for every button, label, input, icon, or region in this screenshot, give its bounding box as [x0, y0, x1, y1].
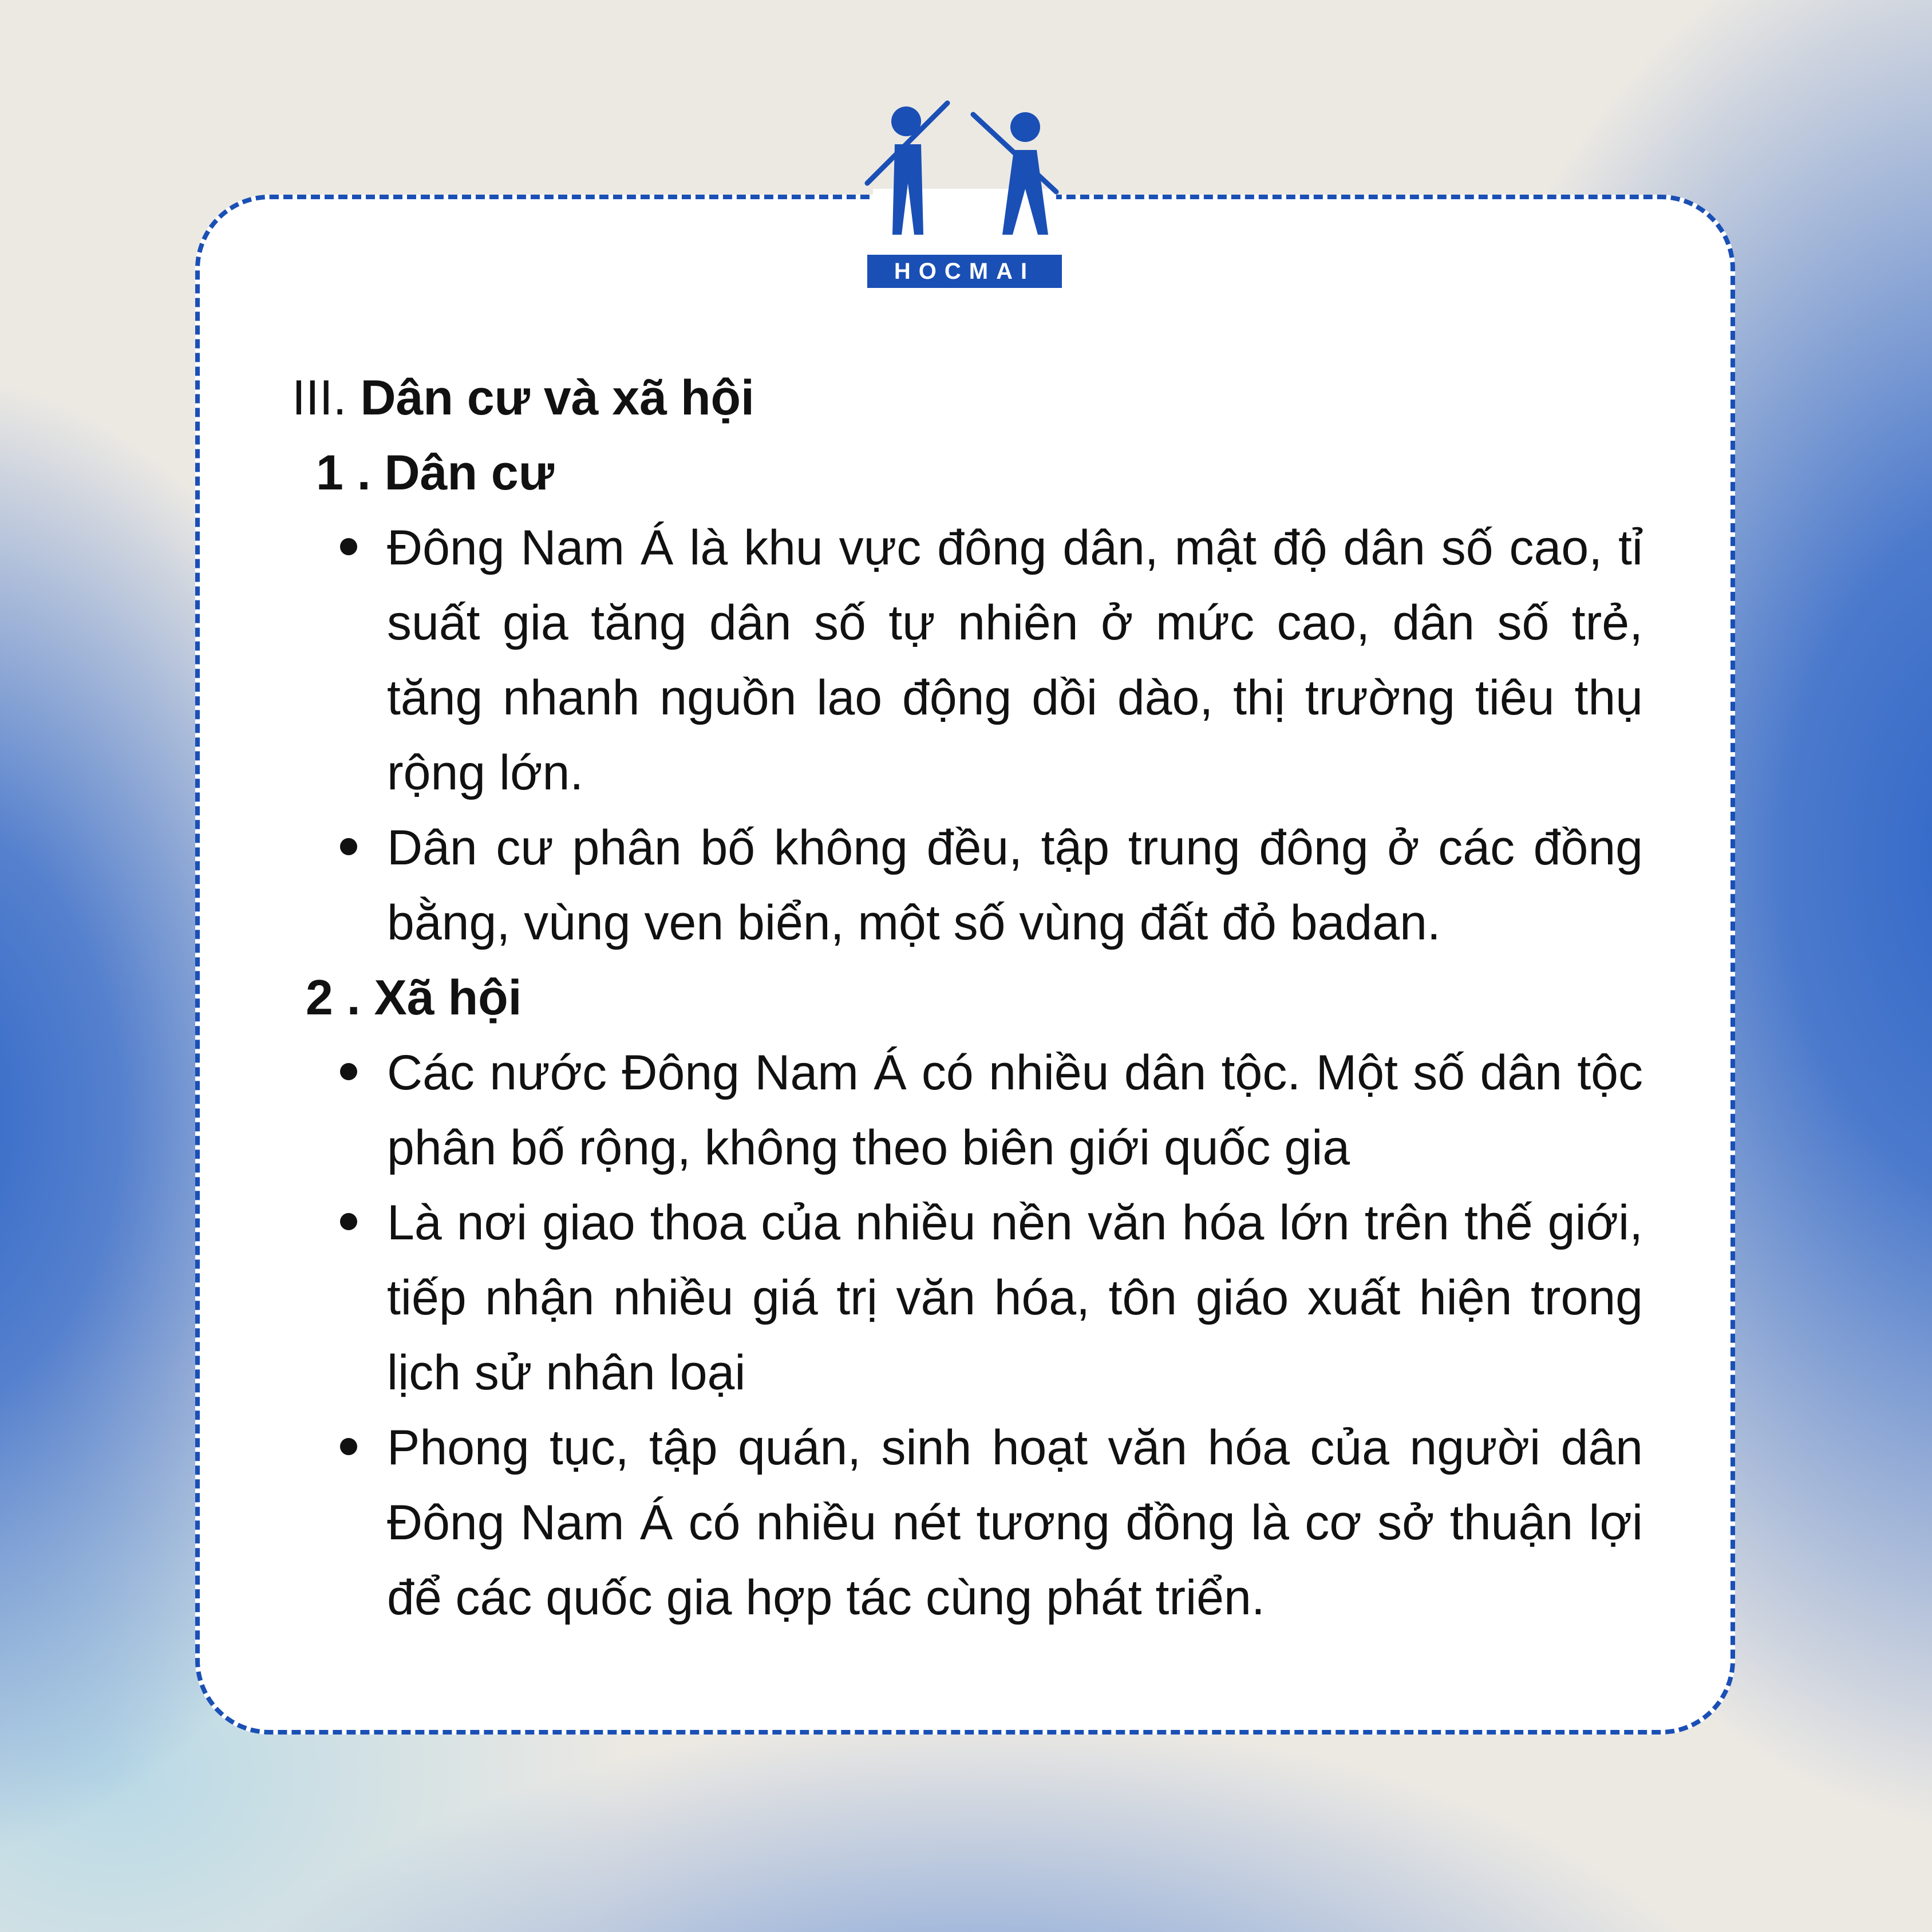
page-title-number: III.: [292, 370, 347, 425]
hocmai-logo: [862, 92, 1068, 289]
subsection-title-dan-cu: 1 . Dân cư: [316, 445, 554, 500]
page-title-text: Dân cư và xã hội: [360, 370, 754, 425]
list-item: [292, 1411, 1643, 1635]
list-item: [292, 1186, 1643, 1411]
bullet-icon: [340, 1213, 357, 1230]
list-item-text: Phong tục, tập quán, sinh hoạt văn hóa của người dân Đông Nam Á có nhiều nét tương đồng là cơ sở thuận lợi để các quốc gia hợp tác cùng phát triển.: [387, 1420, 1643, 1625]
article-content: [292, 361, 1643, 1635]
list-item: [292, 511, 1643, 811]
list-item-text: Là nơi giao thoa của nhiều nền văn hóa lớn trên thế giới, tiếp nhận nhiều giá trị văn hóa, tôn giáo xuất hiện trong lịch sử nhân loại: [387, 1195, 1643, 1400]
list-item: [292, 811, 1643, 961]
bullet-icon: [340, 1063, 357, 1080]
bullet-list-xa-hoi: [292, 1036, 1643, 1635]
subsection-title-xa-hoi: 2 . Xã hội: [306, 970, 522, 1025]
bullet-icon: [340, 838, 357, 855]
list-item-text: Đông Nam Á là khu vực đông dân, mật độ dân số cao, tỉ suất gia tăng dân số tự nhiên ở mức cao, dân số trẻ, tăng nhanh nguồn lao động dồi dào, thị trường tiêu thụ rộng lớn.: [387, 520, 1643, 800]
list-item-text: Dân cư phân bố không đều, tập trung đông ở các đồng bằng, vùng ven biển, một số vùng đất đỏ badan.: [387, 820, 1643, 950]
hocmai-logo-text: HOCMAI: [894, 259, 1036, 284]
hocmai-logo-icon: [862, 92, 1068, 289]
page-title: [292, 361, 1643, 436]
bullet-icon: [340, 538, 357, 555]
list-item-text: Các nước Đông Nam Á có nhiều dân tộc. Một số dân tộc phân bố rộng, không theo biên giới quốc gia: [387, 1045, 1643, 1175]
bullet-list-dan-cu: [292, 511, 1643, 961]
bullet-icon: [340, 1438, 357, 1455]
list-item: [292, 1036, 1643, 1186]
